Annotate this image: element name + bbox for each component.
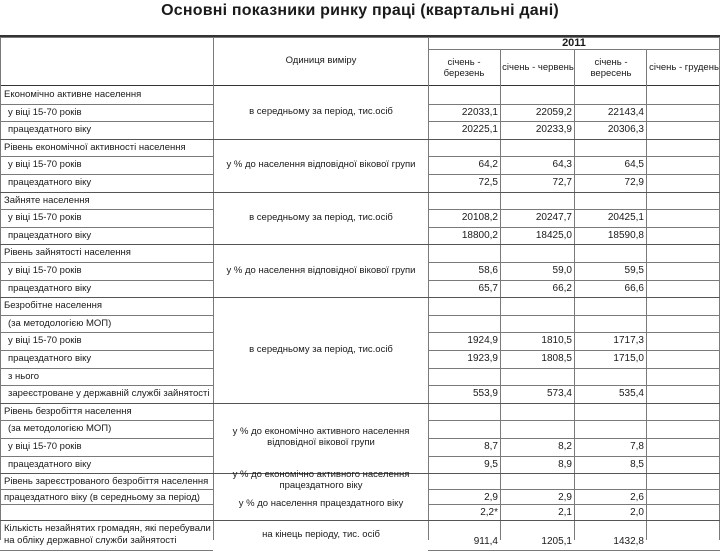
grid-line [213, 403, 428, 404]
unit-label: в середньому за період, тис.осіб [249, 106, 393, 118]
row-label: у віці 15-70 років [8, 265, 82, 276]
grid-line [213, 244, 428, 245]
grid-line [646, 49, 647, 540]
grid-line [428, 192, 720, 193]
grid-line [0, 121, 213, 122]
grid-line [428, 456, 720, 457]
unit-label: у % до населення відповідної вікової групи [226, 264, 416, 276]
table-cell-value: 20247,7 [535, 212, 572, 224]
grid-line [0, 456, 213, 457]
table-cell-value: 2,6 [630, 491, 644, 503]
table-cell-value: 1432,8 [613, 535, 644, 547]
table-cell-value: 64,5 [624, 159, 644, 171]
grid-line [428, 262, 720, 263]
grid-line [0, 174, 213, 175]
table-cell-value: 8,7 [484, 441, 498, 452]
grid-line [0, 368, 213, 369]
grid-line [428, 280, 720, 281]
grid-line [213, 297, 428, 298]
grid-line [428, 350, 720, 351]
row-label: на обліку державної служби зайнятості [4, 534, 177, 546]
grid-line [0, 209, 213, 210]
table-cell-value: 9,5 [484, 458, 498, 470]
table-cell-value: 2,2* [480, 507, 498, 519]
table-cell-value: 8,2 [558, 441, 572, 452]
page-title: Основні показники ринку праці (квартальні дані) [161, 2, 559, 19]
row-label: працездатного віку [8, 282, 92, 294]
table-cell-value: 59,0 [552, 265, 572, 276]
grid-line [0, 192, 213, 193]
row-label: Рівень безробіття населення [4, 405, 132, 417]
row-label: у віці 15-70 років [8, 212, 82, 224]
row-label: Зайняте населення [4, 194, 90, 206]
row-label: Рівень зайнятості населення [4, 247, 131, 259]
table-cell-value: 66,2 [552, 282, 572, 294]
unit-column-header: Одиниця виміру [285, 55, 357, 66]
table-cell-value: 2,9 [484, 491, 498, 503]
grid-line [0, 280, 213, 281]
table-cell-value: 18800,2 [461, 229, 498, 241]
grid-line [428, 315, 720, 316]
row-label: (за методологією МОП) [8, 317, 112, 329]
unit-label: у % до населення відповідної вікової групи [226, 159, 416, 171]
row-label: працездатного віку [8, 353, 92, 364]
period-header-9m: січень - вересень [590, 57, 632, 79]
grid-line [213, 139, 428, 140]
row-label: працездатного віку (в середньому за період) [4, 491, 200, 503]
grid-line [428, 403, 720, 404]
table-cell-value: 66,6 [624, 282, 644, 294]
grid-line [0, 244, 213, 245]
table-cell-value: 573,4 [546, 388, 572, 400]
grid-line [0, 315, 213, 316]
row-label: працездатного віку [8, 124, 92, 136]
grid-line [0, 104, 213, 105]
grid-line [428, 438, 720, 439]
labor-market-table [0, 37, 720, 547]
row-label: у віці 15-70 років [8, 441, 82, 452]
table-cell-value: 535,4 [618, 388, 644, 400]
grid-line [428, 520, 720, 521]
row-label: у віці 15-70 років [8, 159, 82, 171]
row-label: Кількість незайнятих громадян, які перебували [4, 522, 211, 534]
grid-line [500, 49, 501, 540]
row-label: у віці 15-70 років [8, 106, 82, 118]
table-cell-value: 64,3 [552, 159, 572, 171]
grid-line [0, 37, 1, 540]
grid-line [0, 438, 213, 439]
table-cell-value: 18425,0 [535, 229, 572, 241]
row-label: працездатного віку [8, 458, 92, 470]
table-cell-value: 1717,3 [613, 335, 644, 347]
table-cell-value: 8,5 [630, 458, 644, 470]
grid-line [0, 350, 213, 351]
grid-line [0, 85, 720, 86]
grid-line [428, 121, 720, 122]
table-cell-value: 22143,4 [607, 106, 644, 118]
table-cell-value: 22033,1 [461, 106, 498, 118]
row-label: зареєстроване у державній службі зайнятості [8, 388, 210, 400]
grid-line [0, 227, 213, 228]
grid-line [0, 139, 213, 140]
grid-line [574, 49, 575, 540]
table-cell-value: 72,9 [624, 177, 644, 188]
grid-line [428, 156, 720, 157]
grid-line [428, 297, 720, 298]
grid-line [0, 332, 213, 333]
table-cell-value: 64,2 [478, 159, 498, 171]
grid-line [428, 227, 720, 228]
table-cell-value: 72,5 [478, 177, 498, 188]
period-header-q1: січень - березень [443, 57, 485, 79]
unit-label: у % до економічно активного населення працездатного віку [232, 469, 410, 491]
grid-line [428, 37, 429, 540]
row-label: Рівень економічної активності населення [4, 141, 186, 153]
grid-line [213, 192, 428, 193]
grid-line [428, 385, 720, 386]
year-header: 2011 [562, 37, 586, 49]
grid-line [0, 262, 213, 263]
table-cell-value: 20233,9 [535, 124, 572, 136]
table-cell-value: 1924,9 [467, 335, 498, 347]
grid-line [0, 403, 213, 404]
grid-line [428, 174, 720, 175]
table-cell-value: 553,9 [472, 388, 498, 400]
grid-line [428, 104, 720, 105]
row-label: працездатного віку [8, 177, 92, 188]
table-cell-value: 2,9 [558, 491, 572, 503]
table-cell-value: 1715,0 [613, 353, 644, 364]
grid-line [0, 520, 213, 521]
unit-label: на кінець періоду, тис. осіб [262, 528, 380, 540]
grid-line [428, 368, 720, 369]
table-cell-value: 18590,8 [607, 229, 644, 241]
table-cell-value: 1810,5 [541, 335, 572, 347]
row-label: працездатного віку [8, 229, 92, 241]
grid-line [0, 489, 213, 490]
table-cell-value: 911,4 [473, 535, 498, 547]
grid-line [0, 297, 213, 298]
table-cell-value: 58,6 [478, 265, 498, 276]
row-label: Економічно активне населення [4, 89, 142, 100]
table-cell-value: 65,7 [478, 282, 498, 294]
table-cell-value: 1205,1 [541, 535, 572, 547]
row-label: (за методологією МОП) [8, 423, 112, 435]
period-header-h1: січень - червень [502, 62, 574, 73]
grid-line [0, 385, 213, 386]
table-cell-value: 20108,2 [461, 212, 498, 224]
row-label: з нього [8, 370, 40, 382]
grid-line [428, 244, 720, 245]
grid-line [428, 504, 720, 505]
table-cell-value: 22059,2 [535, 106, 572, 118]
grid-line [428, 473, 720, 474]
table-cell-value: 2,1 [558, 507, 572, 519]
row-label: Рівень зареєстрованого безробіття населення [4, 476, 209, 488]
table-cell-value: 1808,5 [541, 353, 572, 364]
unit-label: у % до економічно активного населення відповідної вікової групи [232, 426, 410, 448]
table-cell-value: 7,8 [630, 441, 644, 452]
grid-line [428, 420, 720, 421]
table-cell-value: 20425,1 [607, 212, 644, 224]
table-cell-value: 59,5 [624, 265, 644, 276]
grid-line [0, 156, 213, 157]
grid-line [213, 520, 428, 521]
table-cell-value: 2,0 [630, 507, 644, 519]
table-cell-value: 20225,1 [461, 124, 498, 136]
period-header-year: січень - грудень [649, 62, 719, 73]
grid-line [0, 473, 213, 474]
grid-line [213, 37, 214, 540]
table-cell-value: 1923,9 [467, 353, 498, 364]
grid-line [0, 420, 213, 421]
grid-line [428, 332, 720, 333]
grid-line [428, 489, 720, 490]
grid-line [0, 504, 213, 505]
row-label: Безробітне населення [4, 300, 103, 312]
table-cell-value: 20306,3 [607, 124, 644, 136]
unit-label: у % до населення працездатного віку [238, 498, 404, 510]
grid-line [428, 139, 720, 140]
table-cell-value: 72,7 [552, 177, 572, 188]
unit-label: в середньому за період, тис.осіб [249, 212, 393, 223]
unit-label: в середньому за період, тис.осіб [249, 344, 393, 355]
table-cell-value: 8,9 [558, 458, 572, 470]
grid-line [428, 209, 720, 210]
row-label: у віці 15-70 років [8, 335, 82, 347]
